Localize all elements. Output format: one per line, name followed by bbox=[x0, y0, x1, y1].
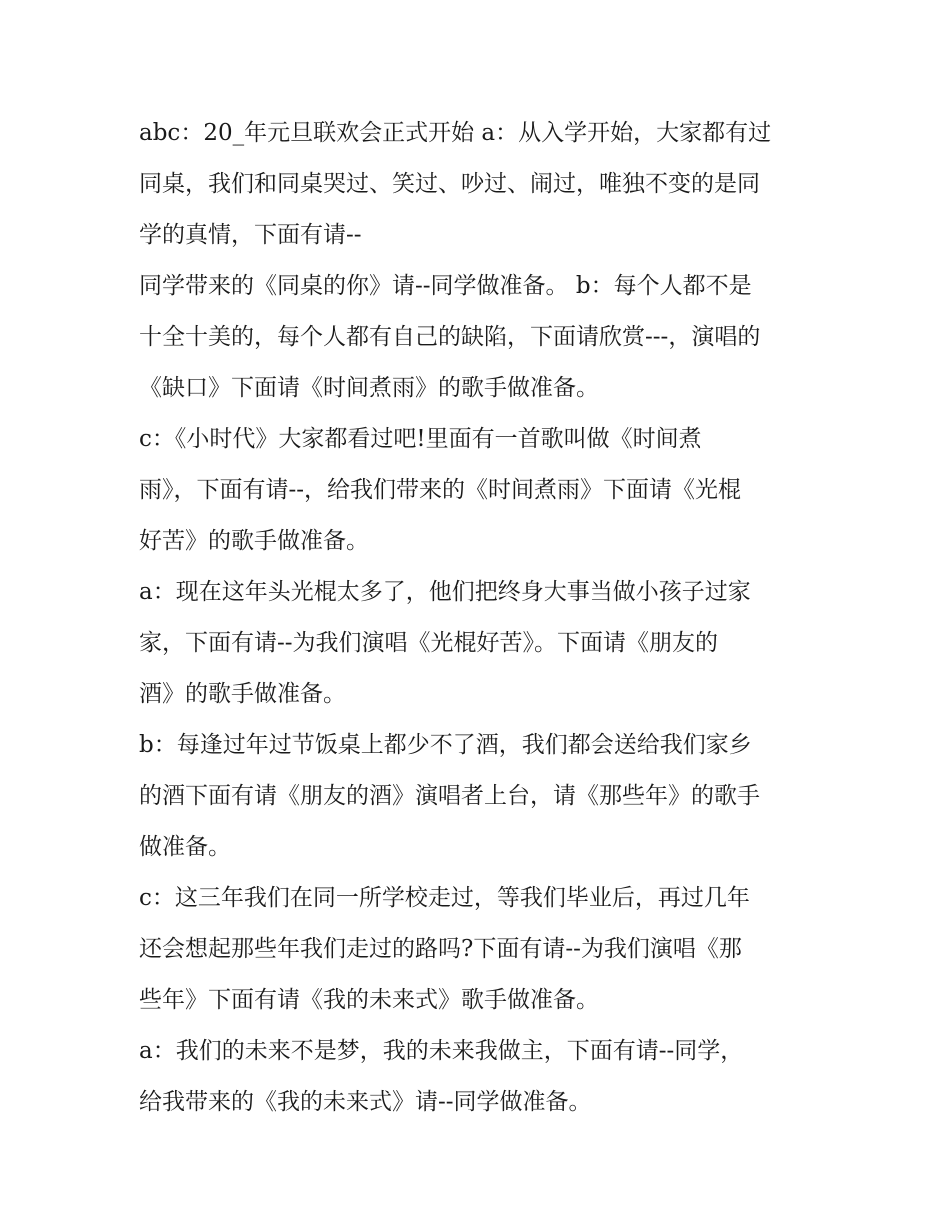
text-line: 家，下面有请--为我们演唱《光棍好苦》。下面请《朋友的 bbox=[139, 630, 719, 656]
text-line: 给我带来的《我的未来式》请--同学做准备。 bbox=[139, 1089, 592, 1115]
text-line: 十全十美的，每个人都有自己的缺陷，下面请欣赏---，演唱的 bbox=[139, 324, 761, 350]
text-line: b：每逢过年过节饭桌上都少不了酒，我们都会送给我们家乡 bbox=[139, 732, 752, 758]
text-line: a：我们的未来不是梦，我的未来我做主，下面有请--同学， bbox=[139, 1038, 744, 1064]
text-line: 同学带来的《同桌的你》请--同学做准备。 b：每个人都不是 bbox=[139, 273, 752, 299]
text-line: 学的真情，下面有请-- bbox=[139, 222, 362, 248]
text-line: c：《小时代》大家都看过吧!里面有一首歌叫做《时间煮 bbox=[139, 426, 702, 452]
text-line: 同桌，我们和同桌哭过、笑过、吵过、闹过，唯独不变的是同 bbox=[139, 171, 760, 197]
text-line: a：现在这年头光棍太多了，他们把终身大事当做小孩子过家 bbox=[139, 579, 751, 605]
text-line: 《缺口》下面请《时间煮雨》的歌手做准备。 bbox=[139, 375, 599, 401]
text-line: 好苦》的歌手做准备。 bbox=[139, 528, 369, 554]
text-line: 做准备。 bbox=[139, 834, 231, 860]
text-line: abc：20_年元旦联欢会正式开始 a：从入学开始，大家都有过 bbox=[139, 120, 772, 146]
text-line: 酒》的歌手做准备。 bbox=[139, 681, 346, 707]
document-body bbox=[139, 108, 829, 1128]
text-line: 些年》下面有请《我的未来式》歌手做准备。 bbox=[139, 987, 599, 1013]
text-line: 的酒下面有请《朋友的酒》演唱者上台，请《那些年》的歌手 bbox=[139, 783, 760, 809]
text-line: 还会想起那些年我们走过的路吗?下面有请--为我们演唱《那 bbox=[139, 936, 742, 962]
text-line: c：这三年我们在同一所学校走过，等我们毕业后，再过几年 bbox=[139, 885, 750, 911]
text-line: 雨》，下面有请--，给我们带来的《时间煮雨》下面请《光棍 bbox=[139, 477, 742, 503]
